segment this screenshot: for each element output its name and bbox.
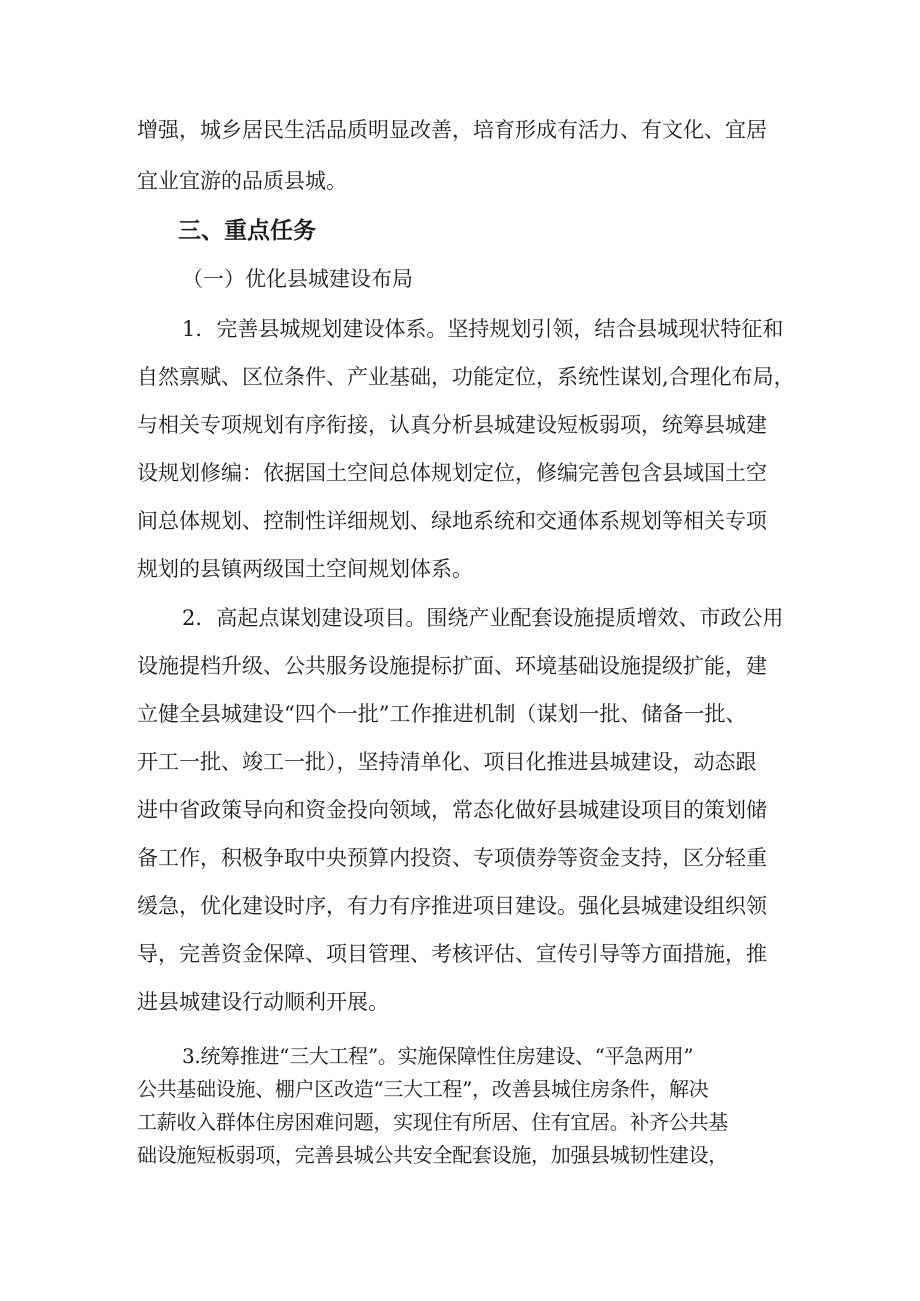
paragraph-2-line: 缓急，优化建设时序，有力有序推进项目建设。强化县城建设组织领	[137, 894, 767, 918]
section-title: 三、重点任务	[178, 218, 316, 244]
paragraph-2-line: 进中省政策导向和资金投向领域，常态化做好县城建设项目的策划储	[137, 798, 767, 822]
paragraph-3-line: 础设施短板弱项，完善县城公共安全配套设施，加强县城韧性建设，	[137, 1143, 728, 1167]
paragraph-2-line: 开工一批、竣工一批），坚持清单化、项目化推进县城建设，动态跟	[137, 750, 757, 774]
paragraph-1-line: 规划的县镇两级国土空间规划体系。	[137, 557, 473, 581]
intro-line: 宜业宜游的品质县城。	[137, 169, 347, 193]
paragraph-2-line: 导，完善资金保障、项目管理、考核评估、宣传引导等方面措施，推	[137, 942, 767, 966]
paragraph-1-line: 1．完善县城规划建设体系。坚持规划引领，结合县城现状特征和	[182, 317, 784, 341]
paragraph-2-line: 备工作，积极争取中央预算内投资、专项债券等资金支持，区分轻重	[137, 846, 767, 870]
paragraph-1-line: 与相关专项规划有序衔接，认真分析县城建设短板弱项，统筹县城建	[137, 413, 767, 437]
paragraph-3-line: 工薪收入群体住房困难问题，实现住有所居、住有宜居。补齐公共基	[137, 1110, 728, 1134]
paragraph-2-line: 立健全县城建设“四个一批”工作推进机制（谋划一批、储备一批、	[137, 702, 747, 726]
paragraph-1-line: 自然禀赋、区位条件、产业基础，功能定位，系统性谋划,合理化布局，	[137, 365, 795, 389]
paragraph-2-line: 设施提档升级、公共服务设施提标扩面、环境基础设施提级扩能，建	[137, 654, 767, 678]
paragraph-1-line: 间总体规划、控制性详细规划、绿地系统和交通体系规划等相关专项	[137, 509, 767, 533]
paragraph-1-line: 设规划修编：依据国土空间总体规划定位，修编完善包含县域国土空	[137, 461, 767, 485]
paragraph-3-line: 3.统筹推进“三大工程”。实施保障性住房建设、“平急两用”	[182, 1044, 694, 1068]
paragraph-3-line: 公共基础设施、棚户区改造“三大工程”，改善县城住房条件，解决	[137, 1077, 709, 1101]
paragraph-2-line: 2．高起点谋划建设项目。围绕产业配套设施提质增效、市政公用	[182, 606, 784, 630]
subsection-title: （一）优化县城建设布局	[182, 267, 413, 291]
intro-line: 增强，城乡居民生活品质明显改善，培育形成有活力、有文化、宜居	[137, 118, 767, 142]
paragraph-2-line: 进县城建设行动顺利开展。	[137, 990, 389, 1014]
